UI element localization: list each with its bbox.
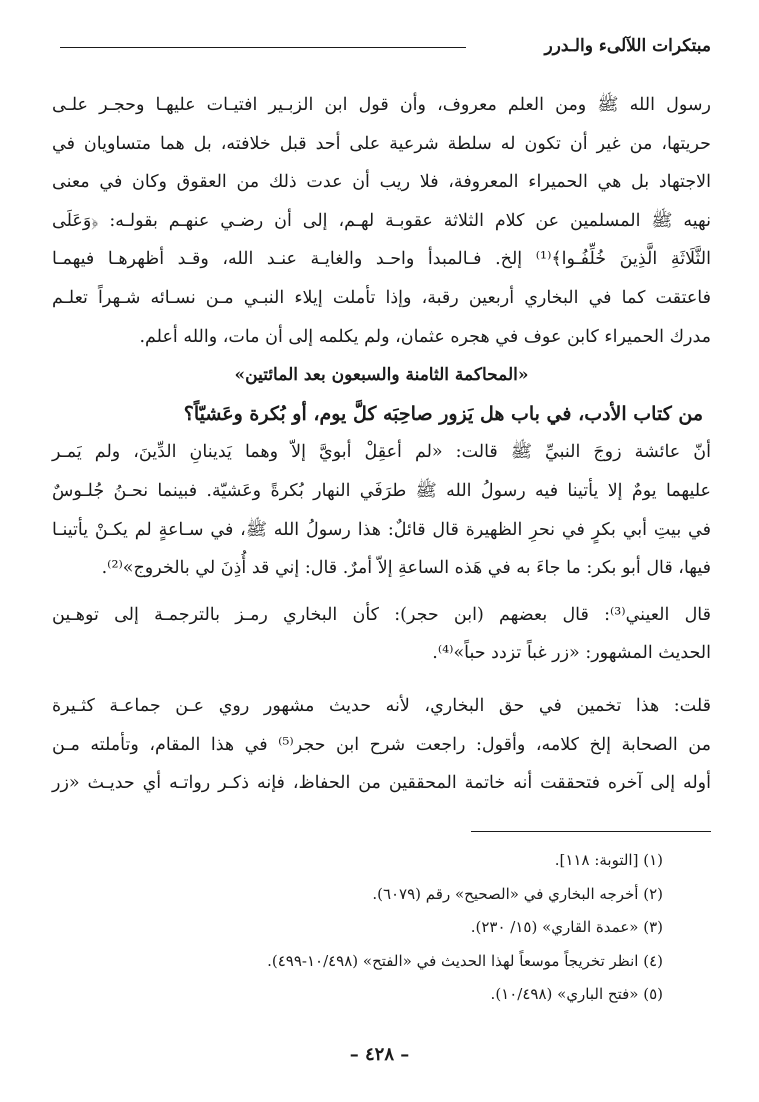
running-header-title: مبتكرات اللآلىء والـدرر [544, 36, 711, 56]
running-header [60, 36, 711, 64]
text-line: قال العيني⁽³⁾: قال بعضهم (ابن حجر): كأن البخاري رمـز بالترجمـة إلى توهـين [52, 604, 712, 625]
footnote-rule [471, 831, 711, 832]
text-line: فاعتقت كما في البخاري أربعين رقبة، وإذا تأملت إيلاء النبـي مـن نسـائه شـهراً تعلـم [52, 287, 711, 308]
paragraph-gap [52, 673, 711, 687]
hadith-line: أنّ عائشة زوجَ النبيِّ ﷺ قالت: «لم أعقِلْ أبويَّ إلاّ وهما يَدينانِ الدِّينَ، ولم يَمـر [52, 442, 711, 463]
main-text [52, 86, 711, 803]
footnote: (٤) انظر تخريجاً موسعاً لهذا الحديث في «الفتح» (١٠/٤٩٨-٤٩٩). [267, 951, 663, 970]
footnote: (٣) «عمدة القاري» (١٥/ ٢٣٠). [470, 918, 663, 936]
text-line: أوله إلى آخره فتحققت أنه خاتمة المحققين من الحفاظ، فإنه ذكـر رواتـه أي حديـث «زر [52, 773, 711, 794]
footnotes [60, 844, 663, 1012]
chapter-question: من كتاب الأدب، في باب هل يَزور صاحِبَه كلَّ يوم، أو بُكرة وعَشيّاً؟ [183, 402, 703, 425]
text-line: الاجتهاد بل هي الحميراء المعروفة، فلا ريب أن عدت ذلك من العقوق وكان في معنى [52, 172, 711, 193]
header-rule [60, 47, 466, 48]
page-number: – ٤٢٨ – [349, 1044, 410, 1065]
hadith-line: عليهما يومٌ إلا يأتينا فيه رسولُ الله ﷺ طرَفَي النهار بُكرةً وعَشيّة. فبينما نحـنُ جُلـوسٌ [52, 480, 711, 501]
text-line: قلت: هذا تخمين في حق البخاري، لأنه حديث مشهور روي عـن جماعـة كثـيرة [52, 695, 711, 716]
paragraph-gap [52, 588, 711, 596]
text-line: نهيه ﷺ المسلمين عن كلام الثلاثة عقوبـة لهـم، إلى أن رضـي عنهـم بقولـه: ﴿وَعَلَى [52, 210, 711, 231]
footnote: (٢) أخرجه البخاري في «الصحيح» رقم (٦٠٧٩). [372, 884, 663, 903]
text-line: رسول الله ﷺ ومن العلم معروف، وأن قول ابن الزبـير افتيـات عليهـا وحجـر علـى [52, 95, 711, 115]
footnote: (٥) «فتح الباري» (١٠/٤٩٨). [490, 985, 663, 1003]
footnote: (١) [التوبة: ١١٨]. [554, 851, 663, 869]
text-line: الحديث المشهور: «زر غباً تزدد حباً»⁽⁴⁾. [432, 643, 711, 664]
text-line: الثَّلَاثَةِ الَّذِينَ خُلِّفُـوا﴾⁽¹⁾ إلخ. فـالمبدأ واحـد والغايـة عنـد الله، وقـد أظهرهـا فيهمـا [52, 249, 711, 270]
hadith-line: فيها، قال أبو بكر: ما جاءَ به في هَذه الساعةِ إلاّ أمرٌ. قال: إني قد أُذِنَ لي بالخروج»⁽²⁾. [101, 558, 711, 579]
hadith-line: في بيتِ أبي بكرٍ في نحرِ الظهيرة قال قائلٌ: هذا رسولُ الله ﷺ، في سـاعةٍ لم يكـنْ يأتينـا [52, 519, 711, 540]
text-line: حريتها، من غير أن تكون له سلطة شرعية على أحد قبل خلافته، بل هما متساويان في [52, 133, 711, 154]
text-line: مدرك الحميراء كابن عوف في هجره عثمان، ولم يكلمه إلى أن مات، والله أعلم. [139, 326, 711, 347]
text-line: من الصحابة إلخ كلامه، وأقول: راجعت شرح ابن حجر⁽⁵⁾ في هذا المقام، وتأملته مـن [52, 734, 711, 755]
section-heading: «المحاكمة الثامنة والسبعون بعد المائتين» [234, 365, 529, 386]
